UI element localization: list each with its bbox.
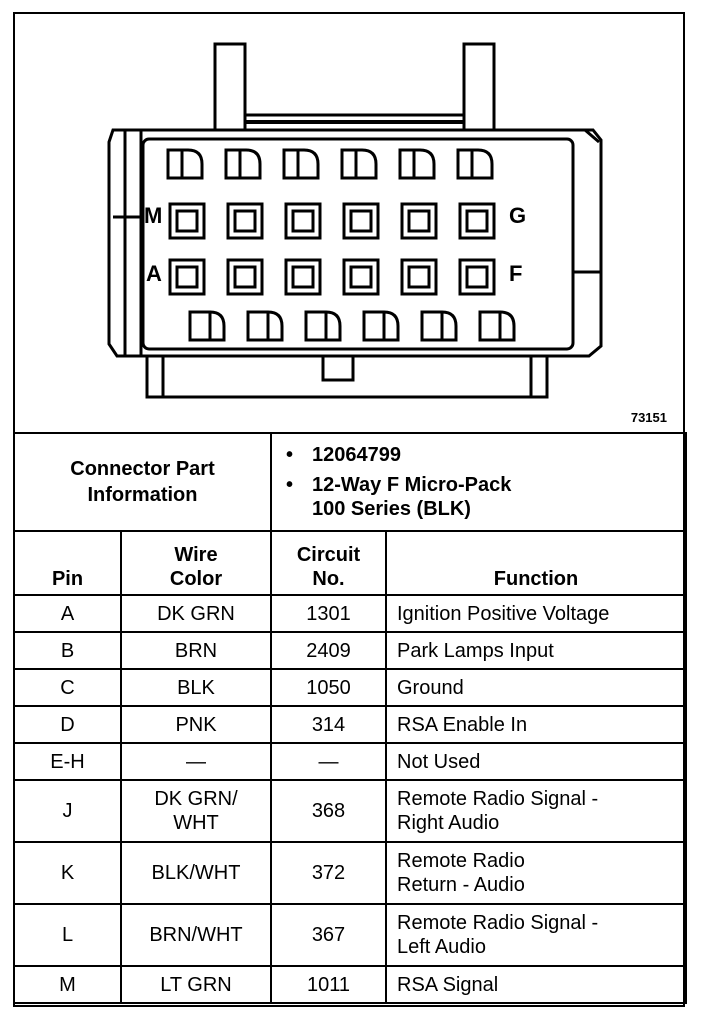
pin-cell — [14, 743, 121, 780]
function-cell-text: Remote Radio Signal - — [397, 788, 599, 810]
circuit-cell-text: 1011 — [306, 973, 350, 996]
function-cell — [386, 966, 686, 1003]
header-pin: Pin — [14, 531, 121, 595]
pin-cell — [14, 842, 121, 904]
header-function: Function — [386, 531, 686, 595]
function-cell — [386, 595, 686, 632]
bullet-icon: • — [286, 444, 294, 466]
circuit-cell — [271, 966, 386, 1003]
function-cell-text: Park Lamps Input — [397, 639, 554, 662]
part-description-line1: 12-Way F Micro-Pack — [312, 474, 512, 496]
function-cell-text: Return - Audio — [397, 874, 525, 896]
wire-color-cell — [121, 743, 271, 780]
pin-cell-text: K — [60, 862, 75, 884]
top-cavity — [400, 150, 434, 178]
part-number-text: 12064799 — [312, 444, 401, 466]
wire-color-cell — [121, 595, 271, 632]
circuit-cell-text: 314 — [311, 713, 346, 736]
function-cell-text: Remote Radio Signal - — [397, 912, 599, 934]
pin-row — [14, 842, 686, 904]
circuit-cell-text: 2409 — [306, 639, 351, 662]
pin-cell-text: C — [60, 676, 75, 699]
bullet-icon: • — [286, 474, 294, 496]
connector-diagram — [13, 12, 685, 434]
part-series: 100 Series (BLK) — [312, 498, 471, 520]
header-circuit — [271, 531, 386, 595]
part-info-label-line1: Connector Part — [70, 458, 215, 480]
pin-label-f: F — [509, 261, 523, 286]
top-cavity — [168, 150, 202, 178]
circuit-cell-text: 1050 — [306, 676, 351, 699]
function-cell — [386, 842, 686, 904]
pin-cell-text: B — [60, 639, 75, 662]
function-cell-text: Ignition Positive Voltage — [397, 602, 610, 625]
circuit-cell-text: 367 — [311, 924, 346, 946]
function-cell-text: Left Audio — [397, 936, 486, 958]
wire-color-cell-text: WHT — [173, 812, 219, 834]
pin-cell-text: A — [60, 602, 75, 625]
pin-row — [14, 743, 686, 780]
pin-cell — [14, 669, 121, 706]
right-latch-tab — [464, 44, 494, 130]
pin-cell — [14, 632, 121, 669]
bottom-cavity — [480, 312, 514, 340]
pin-row — [14, 706, 686, 743]
wire-color-cell — [121, 632, 271, 669]
bottom-cavity — [306, 312, 340, 340]
header-wire-line2: Color — [169, 568, 223, 590]
part-info-label-line2: Information — [87, 484, 198, 506]
circuit-cell — [271, 904, 386, 966]
header-circuit-line1: Circuit — [296, 544, 361, 566]
pin-label-m: M — [144, 203, 163, 228]
bottom-cavity — [248, 312, 282, 340]
figure-number: 73151 — [630, 410, 667, 425]
pin-label-g: G — [509, 203, 527, 228]
wire-color-cell-text: DK GRN — [157, 602, 235, 625]
wire-color-cell — [121, 669, 271, 706]
circuit-cell-text: — — [318, 750, 339, 773]
circuit-cell — [271, 743, 386, 780]
wire-color-cell-text: BLK/WHT — [151, 862, 241, 884]
circuit-cell — [271, 595, 386, 632]
wire-color-cell — [121, 904, 271, 966]
pin-cell-text: L — [61, 924, 74, 946]
pin-cell — [14, 706, 121, 743]
connector-face-drawing — [13, 12, 685, 434]
function-cell-text: RSA Enable In — [397, 713, 528, 736]
circuit-cell-text: 372 — [311, 862, 346, 884]
part-description — [286, 473, 685, 497]
function-cell — [386, 743, 686, 780]
wire-color-cell-text: DK GRN/ — [154, 788, 238, 810]
function-cell — [386, 904, 686, 966]
pin-cell — [14, 780, 121, 842]
header-circuit-line2: No. — [312, 568, 345, 590]
function-cell — [386, 780, 686, 842]
wire-color-cell-text: BLK — [177, 676, 215, 699]
wire-color-cell — [121, 966, 271, 1003]
wire-color-cell — [121, 706, 271, 743]
connector-info-table — [13, 432, 687, 1004]
wire-color-cell — [121, 842, 271, 904]
top-cavity — [342, 150, 376, 178]
wire-color-cell-text: — — [186, 750, 206, 773]
wire-color-cell-text: BRN — [174, 639, 218, 662]
top-cavity — [284, 150, 318, 178]
circuit-cell — [271, 706, 386, 743]
function-cell — [386, 632, 686, 669]
circuit-cell — [271, 842, 386, 904]
pin-row — [14, 904, 686, 966]
pin-label-a: A — [146, 261, 162, 286]
top-cavity — [226, 150, 260, 178]
function-cell-text: Right Audio — [397, 812, 500, 834]
pin-cell-text: M — [59, 973, 76, 996]
function-cell-text: RSA Signal — [397, 973, 499, 996]
pin-row — [14, 632, 686, 669]
pin-cell — [14, 966, 121, 1003]
circuit-cell — [271, 669, 386, 706]
pin-row — [14, 595, 686, 632]
circuit-cell — [271, 780, 386, 842]
function-cell-text: Ground — [397, 676, 464, 699]
function-cell-text: Not Used — [397, 750, 481, 773]
pin-cell — [14, 595, 121, 632]
circuit-cell-text: 1301 — [306, 602, 351, 625]
pin-row — [14, 780, 686, 842]
function-cell — [386, 669, 686, 706]
function-cell — [386, 706, 686, 743]
wire-color-cell-text: PNK — [175, 713, 217, 736]
wire-color-cell — [121, 780, 271, 842]
table-header-row — [14, 531, 686, 595]
pin-row — [14, 669, 686, 706]
bottom-cavity — [364, 312, 398, 340]
part-info-values — [271, 433, 686, 531]
bottom-cavity — [190, 312, 224, 340]
bottom-cavity — [422, 312, 456, 340]
top-cavity — [458, 150, 492, 178]
left-latch-tab — [215, 44, 245, 130]
pin-cell-text: J — [62, 800, 73, 822]
circuit-cell-text: 368 — [311, 800, 346, 822]
function-cell-text: Remote Radio — [397, 850, 525, 872]
wire-color-cell-text: BRN/WHT — [149, 924, 243, 946]
pin-cell-text: D — [60, 713, 75, 736]
part-info-label — [14, 433, 271, 531]
part-info-row — [14, 433, 686, 531]
pin-cell — [14, 904, 121, 966]
part-number — [286, 443, 685, 467]
header-wire-color — [121, 531, 271, 595]
wire-color-cell-text: LT GRN — [160, 973, 232, 996]
circuit-cell — [271, 632, 386, 669]
pin-cell-text: E-H — [50, 750, 85, 773]
header-wire-line1: Wire — [174, 544, 218, 566]
pin-row — [14, 966, 686, 1003]
